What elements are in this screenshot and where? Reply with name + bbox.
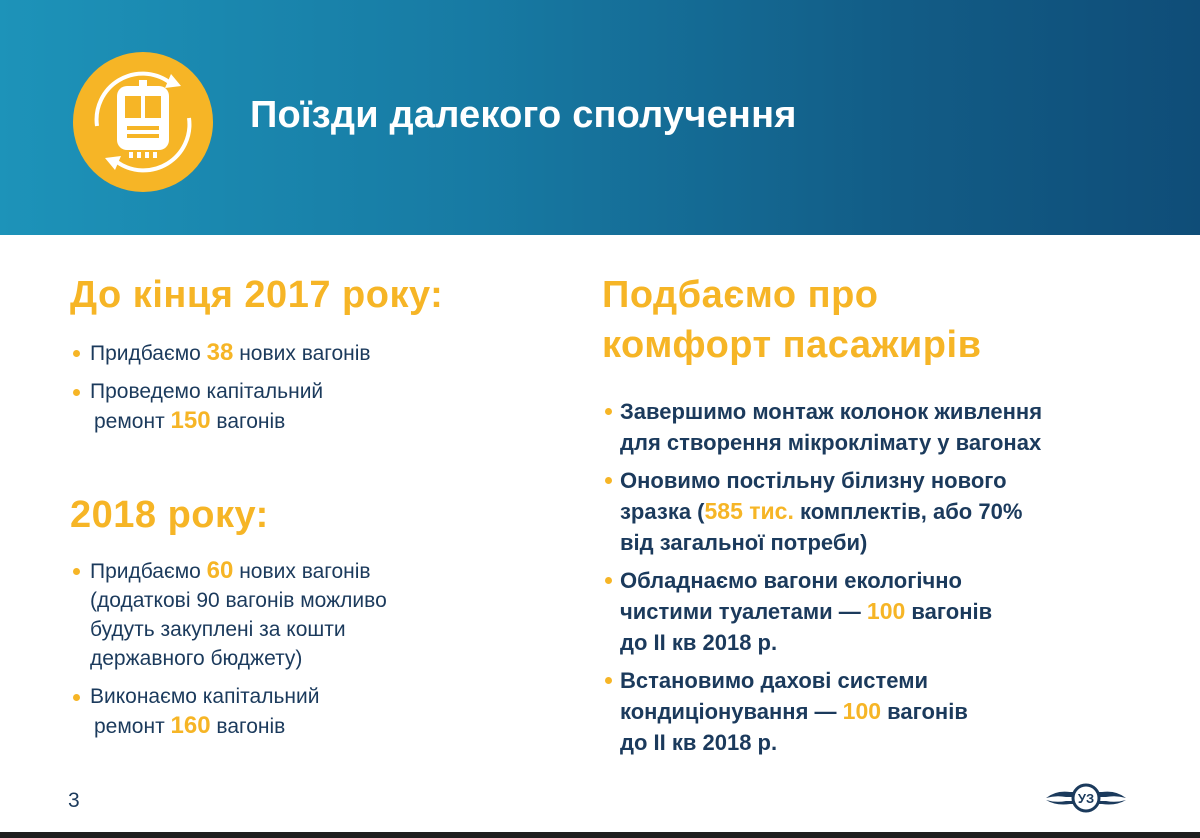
list-comfort	[602, 396, 1162, 758]
ukrzaliznytsia-logo-icon	[1046, 778, 1126, 823]
section-title-2018: 2018 року:	[70, 494, 269, 536]
highlight-number: 60	[206, 557, 234, 584]
list-item: Придбаємо 38 нових вагонів	[70, 338, 550, 368]
list-item: Оновимо постільну білизну нового зразка (585 тис. комплектів, або 70% від загальної потреби)	[602, 465, 1162, 558]
header-banner	[0, 0, 1200, 235]
list-2017	[70, 338, 550, 436]
train-cycle-icon	[73, 52, 213, 192]
list-item: Обладнаємо вагони екологічно чистими туалетами — 100 вагонів до ІІ кв 2018 р.	[602, 565, 1162, 658]
left-column	[70, 272, 550, 741]
page-title: Поїзди далекого сполучення	[250, 94, 797, 136]
highlight-number: 585 тис.	[704, 498, 794, 524]
highlight-number: 100	[866, 598, 906, 624]
list-item: Виконаємо капітальний ремонт 160 вагонів	[70, 682, 550, 741]
bottom-border	[0, 832, 1200, 838]
highlight-number: 150	[170, 407, 211, 434]
logo-text: УЗ	[1077, 791, 1095, 806]
highlight-number: 38	[206, 339, 234, 366]
highlight-number: 160	[170, 712, 211, 739]
list-item: Завершимо монтаж колонок живлення для створення мікроклімату у вагонах	[602, 396, 1162, 458]
section-title-comfort: Подбаємо про комфорт пасажирів	[602, 274, 982, 366]
list-item: Придбаємо 60 нових вагонів (додаткові 90 вагонів можливо будуть закуплені за кошти державного бюджету)	[70, 556, 550, 673]
section-title-2017: До кінця 2017 року:	[70, 274, 444, 316]
page-number: 3	[68, 789, 80, 812]
list-item: Проведемо капітальний ремонт 150 вагонів	[70, 377, 550, 436]
highlight-number: 100	[842, 698, 882, 724]
list-item: Встановимо дахові системи кондиціонування — 100 вагонів до ІІ кв 2018 р.	[602, 665, 1162, 758]
list-2018	[70, 556, 550, 741]
right-column	[602, 270, 1162, 758]
